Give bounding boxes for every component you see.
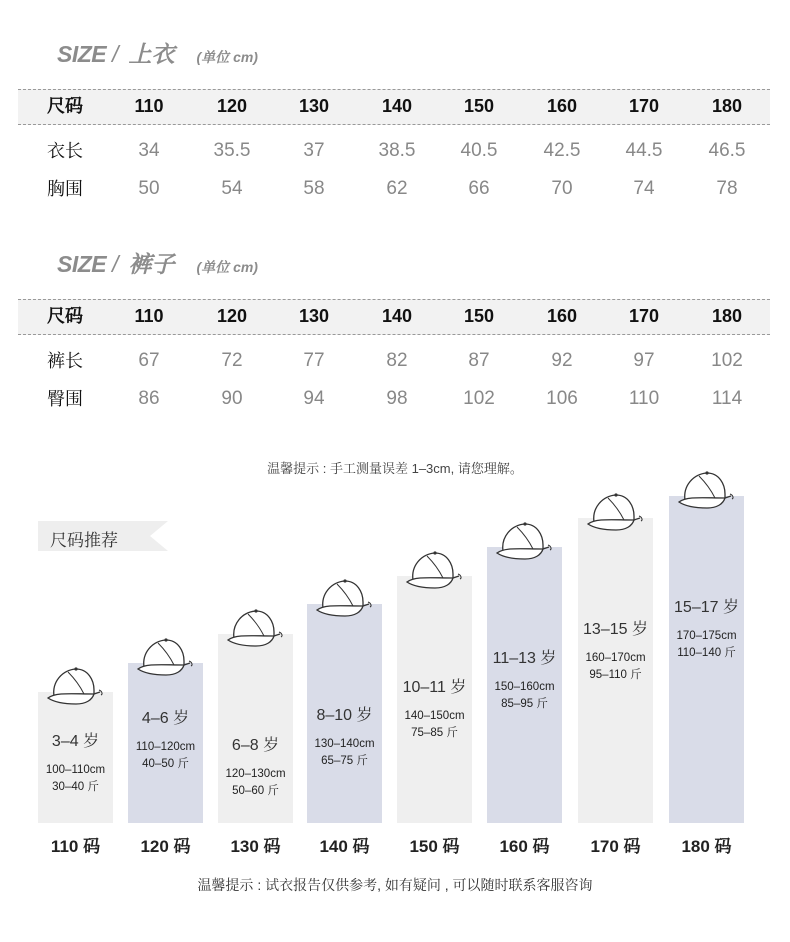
pants-unit: (单位 cm) <box>196 259 258 275</box>
pants-row0-cell-7: 97 <box>633 350 655 371</box>
pants-row1-cell-4: 98 <box>386 388 408 409</box>
pants-header-cell-6: 160 <box>546 306 578 326</box>
pants-row0-cell-3: 77 <box>303 350 325 371</box>
size-bar-2 <box>218 634 293 823</box>
height-range: 170–175cm <box>676 630 737 642</box>
tops-row1-cell-7: 74 <box>633 178 655 199</box>
size-bar-1 <box>128 663 203 823</box>
pants-header-cell-7: 170 <box>628 306 660 326</box>
weight-range: 30–40 斤 <box>52 781 99 793</box>
pants-row0-cell-2: 72 <box>221 350 243 371</box>
size-label: 130 码 <box>230 837 281 856</box>
weight-range: 65–75 斤 <box>321 755 368 767</box>
age-range: 13–15 岁 <box>583 621 648 638</box>
measurement-tip: 温馨提示 : 手工测量误差 1–3cm, 请您理解。 <box>267 461 523 476</box>
tops-header-cell-8: 180 <box>711 96 743 116</box>
tops-unit: (单位 cm) <box>196 49 258 65</box>
cap-icon <box>495 519 555 561</box>
pants-row0-cell-6: 92 <box>551 350 573 371</box>
pants-title-size: SIZE <box>57 251 107 277</box>
height-range: 160–170cm <box>585 652 646 664</box>
pants-header-cell-3: 130 <box>298 306 330 326</box>
weight-range: 85–95 斤 <box>501 698 548 710</box>
pants-title-name: 裤子 <box>128 251 175 277</box>
size-label: 180 码 <box>681 837 732 856</box>
size-label: 170 码 <box>590 837 641 856</box>
size-label: 140 码 <box>319 837 370 856</box>
tops-header-row <box>18 89 770 123</box>
tops-row0-cell-1: 34 <box>138 140 160 161</box>
tops-header-cell-1: 110 <box>134 96 164 116</box>
tops-row0-cell-4: 38.5 <box>378 140 416 161</box>
tops-section-title <box>57 36 258 72</box>
size-label: 160 码 <box>499 837 550 856</box>
size-bar-7 <box>669 496 744 823</box>
tops-title-size: SIZE <box>57 41 107 67</box>
size-bar-4 <box>397 576 472 823</box>
tops-header-cell-0: 尺码 <box>47 96 83 116</box>
pants-header-cell-0: 尺码 <box>47 306 83 326</box>
tops-row0-cell-0: 衣长 <box>47 141 83 161</box>
tops-row1-cell-0: 胸围 <box>47 179 83 199</box>
recommend-label: 尺码推荐 <box>50 531 118 550</box>
age-range: 4–6 岁 <box>141 710 190 727</box>
cap-icon <box>405 548 465 590</box>
pants-row1-cell-0: 臀围 <box>47 389 83 409</box>
pants-row0-cell-1: 67 <box>138 350 160 371</box>
cap-icon <box>586 490 646 532</box>
pants-header-cell-1: 110 <box>134 306 164 326</box>
footer-tip: 温馨提示 : 试衣报告仅供参考, 如有疑问 , 可以随时联系客服咨询 <box>197 877 593 893</box>
tops-row1-cell-2: 54 <box>221 178 243 199</box>
age-range: 11–13 岁 <box>492 650 557 667</box>
weight-range: 110–140 斤 <box>677 647 736 659</box>
size-bar-5 <box>487 547 562 823</box>
pants-section-title <box>57 246 258 282</box>
height-range: 150–160cm <box>494 681 555 693</box>
cap-icon <box>46 664 106 706</box>
height-range: 140–150cm <box>404 710 465 722</box>
cap-icon <box>315 576 375 618</box>
pants-title-slash: / <box>112 251 119 277</box>
tops-row0-cell-3: 37 <box>303 140 325 161</box>
pants-header-cell-4: 140 <box>381 306 413 326</box>
weight-range: 40–50 斤 <box>142 758 189 770</box>
height-range: 100–110cm <box>45 764 106 776</box>
tops-row1-cell-6: 70 <box>551 178 573 199</box>
height-range: 110–120cm <box>135 741 196 753</box>
cap-icon <box>226 606 286 648</box>
size-label: 120 码 <box>140 837 191 856</box>
pants-row-hip <box>18 382 770 416</box>
age-range: 15–17 岁 <box>674 599 739 616</box>
pants-row1-cell-1: 86 <box>138 388 160 409</box>
size-bar-0 <box>38 692 113 823</box>
tops-row0-cell-2: 35.5 <box>213 140 251 161</box>
cap-icon <box>677 468 737 510</box>
age-range: 8–10 岁 <box>316 707 373 724</box>
pants-row1-cell-7: 110 <box>628 388 660 409</box>
pants-row1-cell-8: 114 <box>711 388 743 409</box>
tops-header-cell-2: 120 <box>216 96 248 116</box>
pants-row1-cell-5: 102 <box>463 388 495 409</box>
tops-row0-cell-5: 40.5 <box>460 140 498 161</box>
weight-range: 50–60 斤 <box>232 785 279 797</box>
size-bar-6 <box>578 518 653 823</box>
age-range: 3–4 岁 <box>51 733 100 750</box>
cap-icon <box>136 635 196 677</box>
age-range: 10–11 岁 <box>402 679 467 696</box>
pants-header-cell-2: 120 <box>216 306 248 326</box>
pants-header-cell-5: 150 <box>463 306 495 326</box>
tops-row1-cell-3: 58 <box>303 178 325 199</box>
tops-row1-cell-8: 78 <box>716 178 738 199</box>
tops-row-chest <box>18 172 770 206</box>
tops-row0-cell-8: 46.5 <box>708 140 746 161</box>
pants-row1-cell-3: 94 <box>303 388 325 409</box>
pants-row0-cell-4: 82 <box>386 350 408 371</box>
pants-row0-cell-0: 裤长 <box>47 351 83 371</box>
tops-row1-cell-1: 50 <box>138 178 160 199</box>
pants-row0-cell-8: 102 <box>711 350 743 371</box>
tops-header-cell-4: 140 <box>381 96 413 116</box>
size-label: 150 码 <box>409 837 460 856</box>
tops-title-name: 上衣 <box>128 41 175 67</box>
size-bar-3 <box>307 604 382 823</box>
pants-row1-cell-6: 106 <box>546 388 578 409</box>
pants-header-row <box>18 299 770 333</box>
age-range: 6–8 岁 <box>231 737 280 754</box>
height-range: 130–140cm <box>314 738 375 750</box>
weight-range: 75–85 斤 <box>411 727 458 739</box>
recommend-tag <box>38 521 168 551</box>
pants-row1-cell-2: 90 <box>221 388 243 409</box>
height-range: 120–130cm <box>225 768 286 780</box>
tops-header-cell-5: 150 <box>463 96 495 116</box>
tops-title-slash: / <box>112 41 119 67</box>
pants-row0-cell-5: 87 <box>468 350 490 371</box>
tops-row0-cell-6: 42.5 <box>543 140 581 161</box>
tops-row1-cell-4: 62 <box>386 178 408 199</box>
tops-row-length <box>18 134 770 168</box>
tops-header-cell-7: 170 <box>628 96 660 116</box>
weight-range: 95–110 斤 <box>589 669 642 681</box>
tops-header-cell-6: 160 <box>546 96 578 116</box>
size-label: 110 码 <box>50 837 101 856</box>
pants-row-length <box>18 344 770 378</box>
tops-row0-cell-7: 44.5 <box>625 140 663 161</box>
pants-header-cell-8: 180 <box>711 306 743 326</box>
tops-header-cell-3: 130 <box>298 96 330 116</box>
tops-row1-cell-5: 66 <box>468 178 490 199</box>
